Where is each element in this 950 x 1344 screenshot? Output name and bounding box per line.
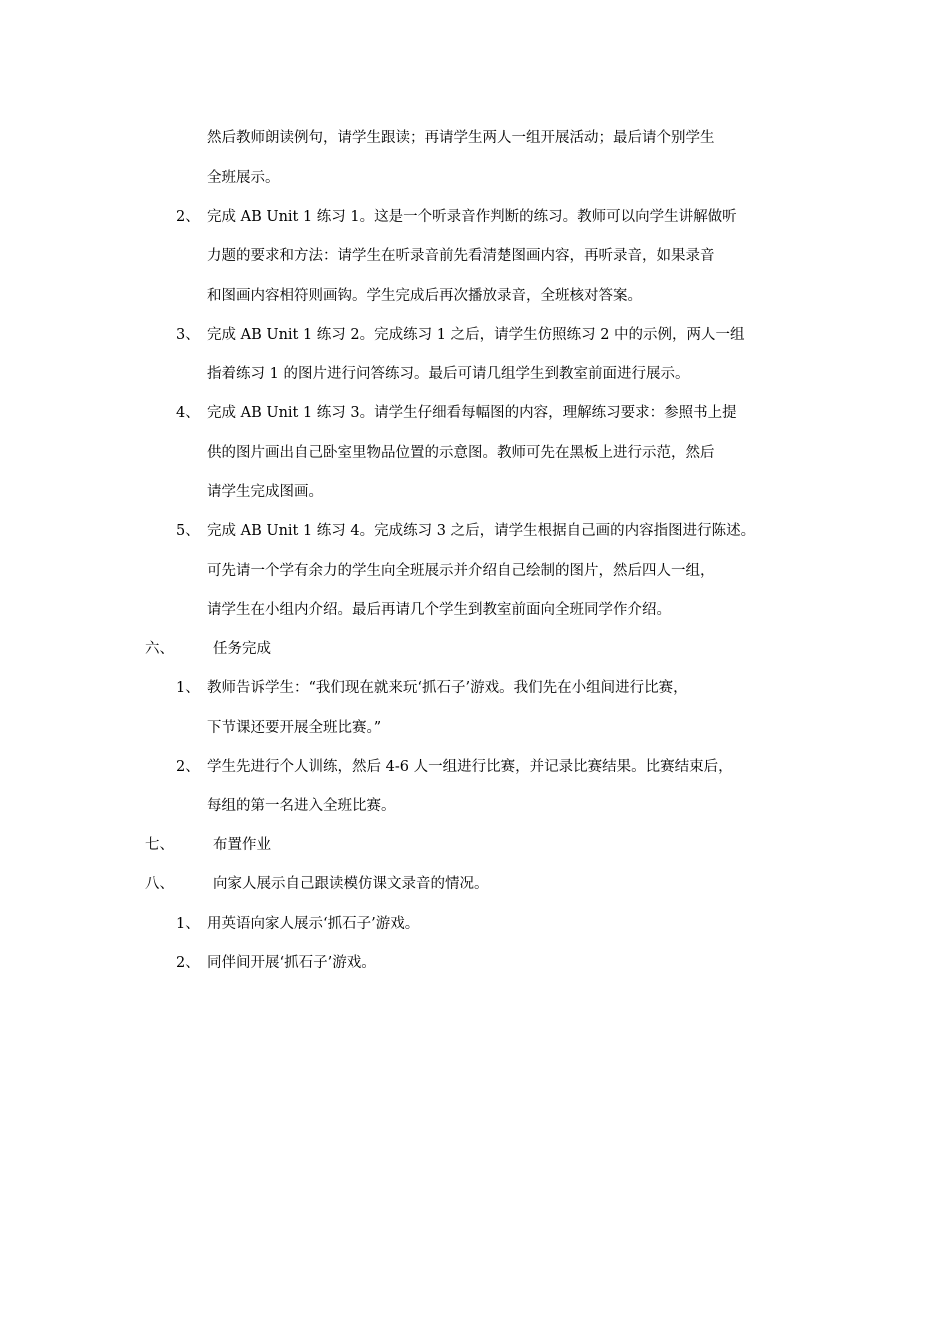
list-item-line: 教师告诉学生：“我们现在就来玩‘抓石子’游戏。我们先在小组间进行比赛， <box>207 680 688 696</box>
list-item-line: 完成 AB Unit 1 练习 4。完成练习 3 之后，请学生根据自己画的内容指图进行陈述。 <box>207 523 756 539</box>
section-title: 任务完成 <box>213 641 271 657</box>
list-item-line: 每组的第一名进入全班比赛。 <box>207 798 396 814</box>
list-item-number: 2、 <box>176 759 200 775</box>
section-number: 六、 <box>145 641 174 657</box>
list-item-line: 力题的要求和方法：请学生在听录音前先看清楚图画内容，再听录音，如果录音 <box>207 248 715 264</box>
section-title: 布置作业 <box>213 837 271 853</box>
list-item-number: 4、 <box>176 405 200 421</box>
list-item-line: 供的图片画出自己卧室里物品位置的示意图。教师可先在黑板上进行示范，然后 <box>207 445 715 461</box>
section-number: 八、 <box>145 876 174 892</box>
list-item-line: 可先请一个学有余力的学生向全班展示并介绍自己绘制的图片，然后四人一组， <box>207 563 715 579</box>
paragraph-line: 全班展示。 <box>207 170 280 186</box>
list-item-number: 2、 <box>176 209 200 225</box>
list-item-line: 和图画内容相符则画钩。学生完成后再次播放录音，全班核对答案。 <box>207 288 642 304</box>
list-item-line: 完成 AB Unit 1 练习 3。请学生仔细看每幅图的内容，理解练习要求：参照书上提 <box>207 405 737 421</box>
paragraph-line: 然后教师朗读例句，请学生跟读；再请学生两人一组开展活动；最后请个别学生 <box>207 130 715 146</box>
list-item-line: 请学生在小组内介绍。最后再请几个学生到教室前面向全班同学作介绍。 <box>207 602 671 618</box>
list-item-line: 请学生完成图画。 <box>207 484 323 500</box>
list-item-line: 用英语向家人展示‘抓石子’游戏。 <box>207 916 420 932</box>
list-item-number: 2、 <box>176 955 200 971</box>
section-title: 向家人展示自己跟读模仿课文录音的情况。 <box>213 876 489 892</box>
list-item-line: 指着练习 1 的图片进行问答练习。最后可请几组学生到教室前面进行展示。 <box>207 366 690 382</box>
list-item-number: 3、 <box>176 327 200 343</box>
list-item-number: 1、 <box>176 916 200 932</box>
list-item-line: 完成 AB Unit 1 练习 2。完成练习 1 之后，请学生仿照练习 2 中的示例，两人一组 <box>207 327 745 343</box>
list-item-line: 学生先进行个人训练，然后 4-6 人一组进行比赛，并记录比赛结果。比赛结束后， <box>207 759 733 775</box>
list-item-line: 下节课还要开展全班比赛。” <box>207 720 382 736</box>
list-item-number: 5、 <box>176 523 200 539</box>
list-item-line: 同伴间开展‘抓石子’游戏。 <box>207 955 376 971</box>
list-item-line: 完成 AB Unit 1 练习 1。这是一个听录音作判断的练习。教师可以向学生讲解做听 <box>207 209 737 225</box>
section-number: 七、 <box>145 837 174 853</box>
list-item-number: 1、 <box>176 680 200 696</box>
